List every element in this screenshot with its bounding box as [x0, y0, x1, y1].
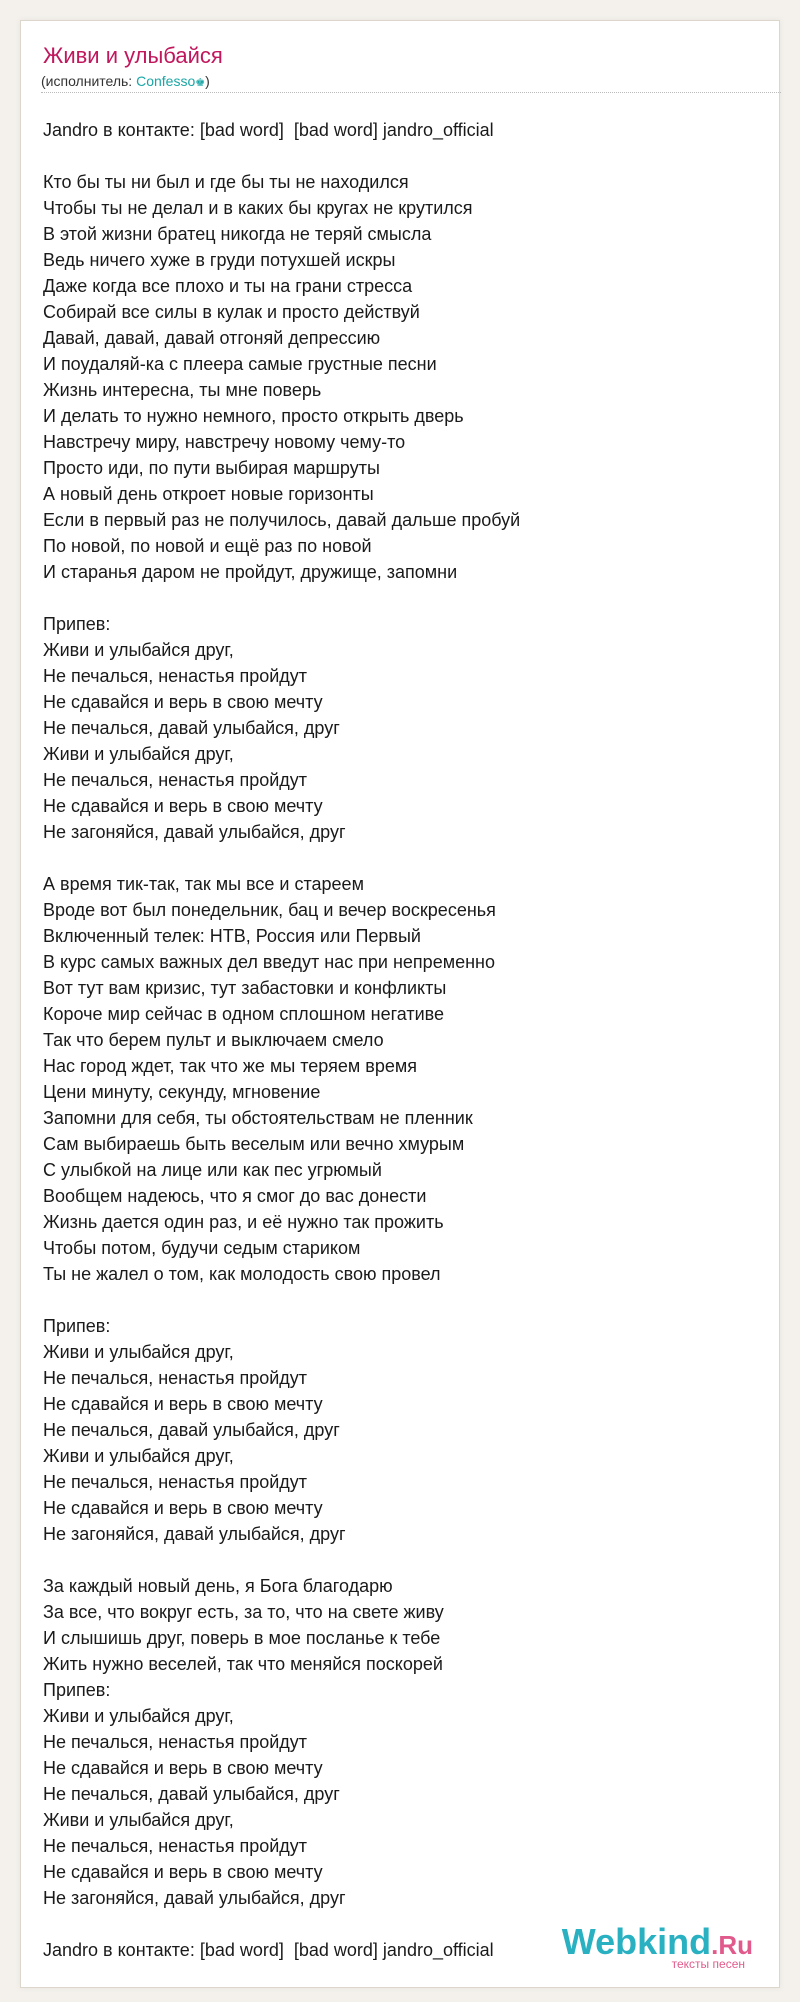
lyric-line: Живи и улыбайся друг,	[43, 640, 234, 660]
lyric-line: Жизнь интересна, ты мне поверь	[43, 380, 322, 400]
lyric-line	[43, 1287, 763, 1313]
lyric-line: И слышишь друг, поверь в мое посланье к тебе	[43, 1628, 441, 1648]
lyric-line: Чтобы ты не делал и в каких бы кругах не крутился	[43, 198, 473, 218]
lyric-line	[43, 845, 763, 871]
lyric-line: И старанья даром не пройдут, дружище, запомни	[43, 562, 458, 582]
lyric-line: Не печалься, давай улыбайся, друг	[43, 718, 340, 738]
lyric-line: Запомни для себя, ты обстоятельствам не пленник	[43, 1108, 473, 1128]
crown-icon: ♚	[195, 77, 206, 89]
lyric-line: Живи и улыбайся друг,	[43, 1446, 234, 1466]
lyric-line: Не печалься, ненастья пройдут	[43, 1368, 308, 1388]
lyric-line: Не печалься, давай улыбайся, друг	[43, 1784, 340, 1804]
lyric-line: Не печалься, ненастья пройдут	[43, 770, 308, 790]
logo-name: Webkind	[561, 1921, 712, 1962]
artist-link[interactable]: Confesso	[136, 73, 196, 89]
lyric-line: Не загоняйся, давай улыбайся, друг	[43, 1524, 346, 1544]
lyric-line: Цени минуту, секунду, мгновение	[43, 1082, 321, 1102]
lyric-line: Не печалься, ненастья пройдут	[43, 1732, 308, 1752]
lyric-line: Не печалься, ненастья пройдут	[43, 1472, 308, 1492]
lyric-line: Так что берем пульт и выключаем смело	[43, 1030, 384, 1050]
lyric-line: Jandro в контакте: [bad word] [bad word] jandro_official	[43, 1940, 494, 1960]
lyric-line: Вроде вот был понедельник, бац и вечер воскресенья	[43, 900, 496, 920]
lyric-line: И поудаляй-ка с плеера самые грустные песни	[43, 354, 437, 374]
lyric-line: За каждый новый день, я Бога благодарю	[43, 1576, 393, 1596]
lyric-line: Жить нужно веселей, так что меняйся поскорей	[43, 1654, 443, 1674]
lyric-line: А новый день откроет новые горизонты	[43, 484, 374, 504]
lyric-line: Живи и улыбайся друг,	[43, 744, 234, 764]
lyric-line: Вот тут вам кризис, тут забастовки и конфликты	[43, 978, 447, 998]
lyric-line	[43, 143, 763, 169]
lyric-line: Кто бы ты ни был и где бы ты не находился	[43, 172, 409, 192]
lyric-line	[43, 585, 763, 611]
lyrics-body	[43, 117, 763, 1963]
lyric-line: Не печалься, ненастья пройдут	[43, 666, 308, 686]
lyric-line: Припев:	[43, 1680, 111, 1700]
lyric-line: Жизнь дается один раз, и её нужно так прожить	[43, 1212, 444, 1232]
lyric-line: Не сдавайся и верь в свою мечту	[43, 1758, 323, 1778]
lyric-line: Не сдавайся и верь в свою мечту	[43, 692, 323, 712]
lyric-line: Не сдавайся и верь в свою мечту	[43, 1862, 323, 1882]
lyric-line: Живи и улыбайся друг,	[43, 1342, 234, 1362]
logo-tagline: тексты песен	[671, 1957, 745, 1971]
lyric-line: Навстречу миру, навстречу новому чему-то	[43, 432, 406, 452]
lyric-line: Нас город ждет, так что же мы теряем время	[43, 1056, 417, 1076]
lyric-line: Не печалься, ненастья пройдут	[43, 1836, 308, 1856]
lyric-line: Припев:	[43, 614, 111, 634]
lyric-line: Не загоняйся, давай улыбайся, друг	[43, 822, 346, 842]
artist-line	[41, 73, 210, 89]
lyric-line: И делать то нужно немного, просто открыть дверь	[43, 406, 464, 426]
lyric-line: Живи и улыбайся друг,	[43, 1706, 234, 1726]
lyric-line: Включенный телек: НТВ, Россия или Первый	[43, 926, 421, 946]
lyric-line: Не сдавайся и верь в свою мечту	[43, 1498, 323, 1518]
lyric-line: Припев:	[43, 1316, 111, 1336]
lyric-line: По новой, по новой и ещё раз по новой	[43, 536, 372, 556]
lyric-line: Не сдавайся и верь в свою мечту	[43, 1394, 323, 1414]
divider	[41, 92, 781, 93]
lyric-line: В этой жизни братец никогда не теряй смысла	[43, 224, 432, 244]
song-title: Живи и улыбайся	[43, 43, 223, 68]
lyric-line: Чтобы потом, будучи седым стариком	[43, 1238, 361, 1258]
lyric-line: Просто иди, по пути выбирая маршруты	[43, 458, 380, 478]
lyric-line: Даже когда все плохо и ты на грани стресса	[43, 276, 413, 296]
lyric-line: В курс самых важных дел введут нас при непременно	[43, 952, 495, 972]
lyric-line: Давай, давай, давай отгоняй депрессию	[43, 328, 381, 348]
lyric-line: Не сдавайся и верь в свою мечту	[43, 796, 323, 816]
lyric-line: Если в первый раз не получилось, давай дальше пробуй	[43, 510, 521, 530]
lyric-line: Не печалься, давай улыбайся, друг	[43, 1420, 340, 1440]
lyric-line: Вообщем надеюсь, что я смог до вас донести	[43, 1186, 427, 1206]
lyric-line: Живи и улыбайся друг,	[43, 1810, 234, 1830]
lyric-line: Сам выбираешь быть веселым или вечно хмурым	[43, 1134, 465, 1154]
lyric-line: А время тик-так, так мы все и стареем	[43, 874, 364, 894]
lyric-line: Jandro в контакте: [bad word] [bad word] jandro_official	[43, 120, 494, 140]
lyric-line: Собирай все силы в кулак и просто действуй	[43, 302, 420, 322]
site-logo[interactable]	[562, 1921, 753, 1971]
lyrics-card	[20, 20, 780, 1988]
lyric-line: Ведь ничего хуже в груди потухшей искры	[43, 250, 396, 270]
artist-suffix: )	[205, 73, 210, 89]
artist-prefix: (исполнитель:	[41, 73, 137, 89]
logo-tld: .Ru	[711, 1930, 753, 1960]
lyric-line: За все, что вокруг есть, за то, что на свете живу	[43, 1602, 444, 1622]
lyric-line: Ты не жалел о том, как молодость свою провел	[43, 1264, 441, 1284]
lyric-line	[43, 1547, 763, 1573]
lyric-line: Не загоняйся, давай улыбайся, друг	[43, 1888, 346, 1908]
lyric-line: Короче мир сейчас в одном сплошном негативе	[43, 1004, 445, 1024]
lyric-line: С улыбкой на лице или как пес угрюмый	[43, 1160, 382, 1180]
